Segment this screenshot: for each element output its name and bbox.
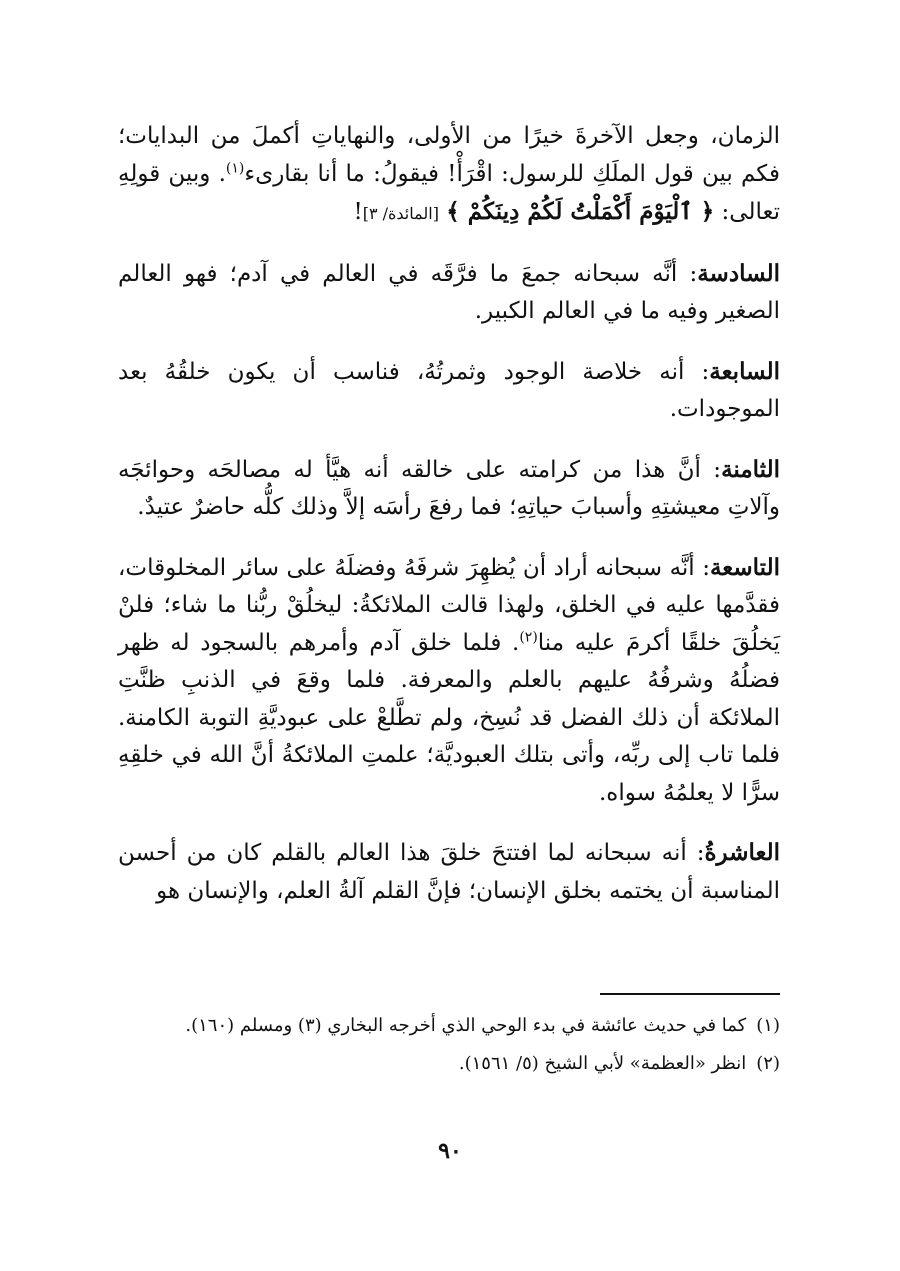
paragraph-text: : أنه سبحانه لما افتتحَ خلقَ هذا العالم بالقلم كان من أحسن المناسبة أن يختمه بخلق الإنسان؛ فإنَّ القلم آلةُ العلم، والإنسان هو	[118, 840, 780, 904]
paragraph-text: : أنه خلاصة الوجود وثمرتُهُ، فناسب أن يكون خلقُهُ بعد الموجودات.	[118, 358, 780, 422]
paragraph-text-after: . وبين قولِهِ تعالى:	[118, 160, 780, 225]
footnote-divider	[600, 993, 780, 995]
paragraph-text: الزمان، وجعل الآخرةَ خيرًا من الأولى، والنهاياتِ أكملَ من البدايات؛ فكم بين قول الملَكِ للرسول: اقْرَأْ! فيقولُ: ما أنا بقارىء	[118, 123, 781, 187]
quran-verse: ﴿ ٱلْيَوْمَ أَكْمَلْتُ لَكُمْ دِينَكُمْ ﴾	[446, 198, 715, 225]
paragraph-ninth	[118, 549, 780, 813]
footnotes	[118, 1010, 780, 1086]
page-number: ٩٠	[438, 1138, 462, 1164]
footnote-text: كما في حديث عائشة في بدء الوحي الذي أخرجه البخاري (٣) ومسلم (١٦٠).	[185, 1015, 747, 1036]
footnote-item	[118, 1010, 780, 1042]
paragraph-label: العاشرةُ	[704, 839, 780, 866]
paragraph-sixth	[118, 255, 780, 331]
paragraph-text: : أنَّه سبحانه أراد أن يُظهِرَ شرفَهُ وفضلَهُ على سائر المخلوقات، فقدَّمها عليه في الخلق، ولهذا قالت الملائكةُ: ليخلُقْ ربُّنا ما شاء؛ فلنْ يَخلُقَ خلقًا أكرمَ عليه منا	[118, 554, 780, 656]
paragraph-label: السادسة	[697, 259, 780, 287]
footnote-number: (٢)	[756, 1053, 780, 1074]
footnote-ref-2: (٢)	[519, 628, 538, 645]
footnote-text: انظر «العظمة» لأبي الشيخ (٥/ ١٥٦١).	[458, 1053, 747, 1074]
paragraph-label: الثامنة	[721, 455, 780, 483]
footnote-number: (١)	[756, 1015, 780, 1036]
paragraph-label: السابعة	[709, 357, 780, 385]
paragraph-eighth	[118, 451, 780, 527]
paragraph-text: : أنَّه سبحانه جمعَ ما فرَّقَه في العالم في آدم؛ فهو العالم الصغير وفيه ما في العالم الكبير.	[118, 260, 780, 324]
paragraph-text-after: . فلما خلق آدم وأمرهم بالسجود له ظهر فضلُهُ وشرفُهُ عليهم بالعلم والمعرفة. فلما وقعَ في الذنبِ ظنَّتِ الملائكة أن ذلك الفضل قد نُسِخ، ولم تطَّلعْ على عبوديَّةِ التوبة الكامنة. فلما تاب إلى ربِّه، وأتى بتلك العبوديَّة؛ علمتِ الملائكةُ أنَّ الله في خلقِهِ سرًّا لا يعلمُهُ سواه.	[118, 629, 780, 806]
footnote-ref-1: (١)	[225, 159, 245, 176]
paragraph-seventh	[118, 353, 780, 429]
paragraph-text: : أنَّ هذا من كرامته على خالقه أنه هيَّأ له مصالحَه وحوائجَه وآلاتِ معيشتِهِ وأسبابَ حياتِهِ؛ فما رفعَ رأسَه إلاَّ وذلك كلُّه حاضرٌ عتيدٌ.	[118, 456, 780, 520]
footnote-item	[118, 1048, 780, 1080]
paragraph-ending: !	[353, 199, 363, 225]
paragraph-intro	[118, 118, 780, 233]
paragraph-tenth	[118, 834, 780, 910]
paragraph-label: التاسعة	[709, 553, 780, 581]
quran-reference: [المائدة/ ٣]	[362, 204, 439, 223]
main-text	[118, 118, 780, 932]
